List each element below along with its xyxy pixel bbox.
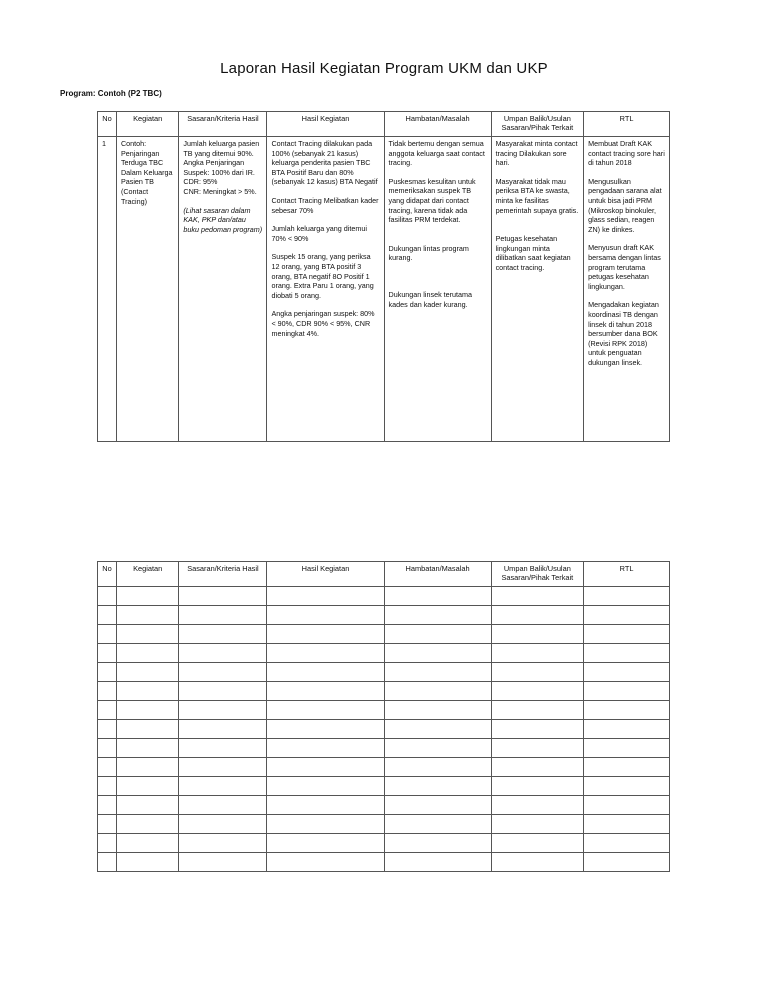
empty-cell-hambatan — [384, 663, 491, 682]
hasil-paragraph: Jumlah keluarga yang ditemui 70% < 90% — [271, 224, 367, 243]
empty-cell-umpan-balik — [491, 834, 584, 853]
table-row — [98, 644, 670, 663]
empty-cell-hasil — [267, 739, 384, 758]
empty-cell-sasaran — [179, 815, 267, 834]
rtl-paragraph: Mengadakan kegiatan koordinasi TB dengan linsek di tahun 2018 bersumber dana BOK (Revisi RPK 2018) untuk penguatan dukungan linsek. — [588, 300, 659, 367]
header-umpan-balik: Umpan Balik/Usulan Sasaran/Pihak Terkait — [491, 112, 584, 137]
empty-cell-umpan-balik — [491, 606, 584, 625]
empty-cell-hasil — [267, 720, 384, 739]
empty-cell-rtl — [584, 720, 670, 739]
cell-no: 1 — [98, 137, 117, 442]
empty-cell-sasaran — [179, 587, 267, 606]
header-kegiatan: Kegiatan — [116, 112, 178, 137]
header-sasaran: Sasaran/Kriteria Hasil — [179, 562, 267, 587]
empty-cell-rtl — [584, 834, 670, 853]
empty-cell-rtl — [584, 606, 670, 625]
empty-cell-hasil — [267, 682, 384, 701]
empty-cell-no — [98, 777, 117, 796]
hasil-paragraph: Contact Tracing dilakukan pada 100% (sebanyak 21 kasus) keluarga penderita pasien TBC BTA Positif Baru dan 80% (sebanyak 12 kasus) BTA Negatif — [271, 139, 378, 187]
empty-cell-hambatan — [384, 682, 491, 701]
empty-cell-umpan-balik — [491, 739, 584, 758]
empty-cell-umpan-balik — [491, 720, 584, 739]
empty-cell-rtl — [584, 739, 670, 758]
empty-cell-kegiatan — [116, 739, 178, 758]
empty-cell-hasil — [267, 701, 384, 720]
empty-cell-kegiatan — [116, 663, 178, 682]
empty-cell-kegiatan — [116, 682, 178, 701]
empty-cell-no — [98, 625, 117, 644]
empty-cell-rtl — [584, 815, 670, 834]
empty-cell-umpan-balik — [491, 758, 584, 777]
empty-cell-sasaran — [179, 758, 267, 777]
empty-cell-no — [98, 853, 117, 872]
empty-cell-umpan-balik — [491, 777, 584, 796]
empty-cell-kegiatan — [116, 853, 178, 872]
empty-cell-kegiatan — [116, 815, 178, 834]
empty-cell-umpan-balik — [491, 587, 584, 606]
empty-cell-no — [98, 796, 117, 815]
empty-cell-sasaran — [179, 625, 267, 644]
program-label: Program: Contoh (P2 TBC) — [60, 89, 162, 98]
table-row — [98, 834, 670, 853]
empty-cell-hambatan — [384, 815, 491, 834]
empty-cell-kegiatan — [116, 625, 178, 644]
hasil-paragraph: Angka penjaringan suspek: 80% < 90%, CDR 90% < 95%, CNR meningkat 4%. — [271, 309, 375, 338]
empty-cell-hasil — [267, 834, 384, 853]
empty-cell-no — [98, 834, 117, 853]
sasaran-line: CNR: Meningkat > 5%. — [183, 186, 257, 196]
empty-cell-umpan-balik — [491, 701, 584, 720]
empty-cell-sasaran — [179, 853, 267, 872]
header-hambatan: Hambatan/Masalah — [384, 112, 491, 137]
empty-cell-hasil — [267, 587, 384, 606]
umpan-paragraph: Masyarakat tidak mau periksa BTA ke swasta, minta ke fasilitas pemerintah supaya gratis. — [495, 176, 579, 215]
empty-cell-hasil — [267, 777, 384, 796]
table-row — [98, 663, 670, 682]
rtl-paragraph: Menyusun draft KAK bersama dengan lintas program terutama petugas kesehatan lingkungan. — [588, 243, 661, 291]
empty-cell-no — [98, 682, 117, 701]
empty-cell-sasaran — [179, 777, 267, 796]
table-row — [98, 739, 670, 758]
empty-cell-rtl — [584, 682, 670, 701]
header-hasil: Hasil Kegiatan — [267, 562, 384, 587]
empty-cell-hambatan — [384, 606, 491, 625]
header-rtl: RTL — [584, 112, 670, 137]
empty-cell-rtl — [584, 853, 670, 872]
header-umpan-balik: Umpan Balik/Usulan Sasaran/Pihak Terkait — [491, 562, 584, 587]
table-row — [98, 758, 670, 777]
table-row — [98, 701, 670, 720]
report-title: Laporan Hasil Kegiatan Program UKM dan UKP — [220, 60, 548, 77]
empty-cell-no — [98, 701, 117, 720]
empty-cell-no — [98, 644, 117, 663]
empty-cell-kegiatan — [116, 796, 178, 815]
hambatan-paragraph: Tidak bertemu dengan semua anggota keluarga saat contact tracing. — [388, 139, 485, 168]
empty-cell-rtl — [584, 701, 670, 720]
empty-cell-hambatan — [384, 834, 491, 853]
cell-umpan-balik — [491, 137, 584, 442]
cell-rtl — [584, 137, 670, 442]
header-hambatan: Hambatan/Masalah — [384, 562, 491, 587]
header-kegiatan: Kegiatan — [116, 562, 178, 587]
empty-cell-hambatan — [384, 758, 491, 777]
empty-cell-kegiatan — [116, 587, 178, 606]
empty-cell-hasil — [267, 758, 384, 777]
empty-cell-sasaran — [179, 720, 267, 739]
empty-cell-rtl — [584, 663, 670, 682]
cell-hambatan — [384, 137, 491, 442]
empty-cell-no — [98, 815, 117, 834]
empty-cell-hambatan — [384, 853, 491, 872]
table-row — [98, 853, 670, 872]
table-header-row — [98, 562, 670, 587]
table-row — [98, 796, 670, 815]
empty-cell-sasaran — [179, 644, 267, 663]
empty-cell-rtl — [584, 758, 670, 777]
header-no: No — [98, 562, 117, 587]
empty-cell-umpan-balik — [491, 815, 584, 834]
empty-cell-hasil — [267, 625, 384, 644]
empty-cell-no — [98, 663, 117, 682]
table-row — [98, 137, 670, 442]
empty-cell-umpan-balik — [491, 663, 584, 682]
empty-cell-hambatan — [384, 701, 491, 720]
empty-cell-sasaran — [179, 663, 267, 682]
header-rtl: RTL — [584, 562, 670, 587]
empty-cell-rtl — [584, 587, 670, 606]
empty-cell-hasil — [267, 815, 384, 834]
rtl-paragraph: Mengusulkan pengadaan sarana alat untuk bisa jadi PRM (Mikroskop binokuler, glass sedian, reagen ZN) ke dinkes. — [588, 176, 662, 234]
table-row — [98, 606, 670, 625]
empty-cell-umpan-balik — [491, 796, 584, 815]
header-no: No — [98, 112, 117, 137]
hasil-paragraph: Contact Tracing Melibatkan kader sebesar 70% — [271, 195, 379, 215]
empty-cell-hasil — [267, 853, 384, 872]
hambatan-paragraph: Puskesmas kesulitan untuk memeriksakan suspek TB yang didapat dari contact tracing, karena tidak ada fasilitas PRM terdekat. — [388, 176, 476, 225]
empty-cell-hasil — [267, 606, 384, 625]
empty-cell-kegiatan — [116, 720, 178, 739]
sasaran-line: CDR: 95% — [183, 177, 218, 187]
table-row — [98, 777, 670, 796]
umpan-paragraph: Petugas kesehatan lingkungan minta dilibatkan saat kegiatan contact tracing. — [495, 234, 571, 272]
empty-cell-umpan-balik — [491, 625, 584, 644]
empty-cell-sasaran — [179, 739, 267, 758]
empty-cell-umpan-balik — [491, 853, 584, 872]
empty-cell-rtl — [584, 777, 670, 796]
empty-cell-no — [98, 587, 117, 606]
empty-cell-no — [98, 720, 117, 739]
empty-cell-hambatan — [384, 644, 491, 663]
table-row — [98, 625, 670, 644]
header-hasil: Hasil Kegiatan — [267, 112, 384, 137]
empty-cell-sasaran — [179, 796, 267, 815]
empty-cell-kegiatan — [116, 834, 178, 853]
cell-kegiatan: Contoh: Penjaringan Terduga TBC Dalam Keluarga Pasien TB (Contact Tracing) — [116, 137, 178, 442]
empty-cell-kegiatan — [116, 777, 178, 796]
empty-cell-hasil — [267, 796, 384, 815]
empty-cell-sasaran — [179, 606, 267, 625]
empty-cell-sasaran — [179, 701, 267, 720]
empty-cell-no — [98, 739, 117, 758]
sasaran-note: (Lihat sasaran dalam KAK, PKP dan/atau buku pedoman program) — [183, 205, 263, 234]
cell-hasil — [267, 137, 384, 442]
empty-cell-hambatan — [384, 796, 491, 815]
table-row — [98, 815, 670, 834]
empty-cell-kegiatan — [116, 606, 178, 625]
empty-cell-hambatan — [384, 625, 491, 644]
table-row — [98, 720, 670, 739]
empty-cell-rtl — [584, 796, 670, 815]
hambatan-paragraph: Dukungan linsek terutama kades dan kader kurang. — [388, 289, 473, 309]
table-header-row — [98, 112, 670, 137]
empty-cell-rtl — [584, 644, 670, 663]
header-sasaran: Sasaran/Kriteria Hasil — [179, 112, 267, 137]
empty-cell-no — [98, 758, 117, 777]
empty-cell-rtl — [584, 625, 670, 644]
empty-cell-kegiatan — [116, 644, 178, 663]
empty-cell-kegiatan — [116, 758, 178, 777]
empty-cell-hasil — [267, 663, 384, 682]
empty-cell-hambatan — [384, 720, 491, 739]
umpan-paragraph: Masyarakat minta contact tracing Dilakukan sore hari. — [495, 139, 578, 168]
empty-cell-hambatan — [384, 777, 491, 796]
empty-cell-hasil — [267, 644, 384, 663]
empty-cell-no — [98, 606, 117, 625]
blank-table-body — [98, 587, 670, 872]
empty-cell-hambatan — [384, 587, 491, 606]
sasaran-line: Jumlah keluarga pasien TB yang ditemui 90%. — [183, 139, 260, 158]
example-report-table — [97, 111, 670, 442]
cell-sasaran — [179, 137, 267, 442]
blank-report-table — [97, 561, 670, 872]
empty-cell-kegiatan — [116, 701, 178, 720]
empty-cell-hambatan — [384, 739, 491, 758]
empty-cell-sasaran — [179, 682, 267, 701]
hasil-paragraph: Suspek 15 orang, yang periksa 12 orang, yang BTA positif 3 orang, BTA negatif 8O Positif 1 orang. Extra Paru 1 orang, yang diobati 5 orang. — [271, 252, 374, 300]
empty-cell-sasaran — [179, 834, 267, 853]
table-row — [98, 587, 670, 606]
table-row — [98, 682, 670, 701]
empty-cell-umpan-balik — [491, 644, 584, 663]
sasaran-line: Angka Penjaringan Suspek: 100% dari IR. — [183, 158, 255, 177]
rtl-paragraph: Membuat Draft KAK contact tracing sore hari di tahun 2018 — [588, 139, 665, 168]
empty-cell-umpan-balik — [491, 682, 584, 701]
hambatan-paragraph: Dukungan lintas program kurang. — [388, 243, 469, 263]
